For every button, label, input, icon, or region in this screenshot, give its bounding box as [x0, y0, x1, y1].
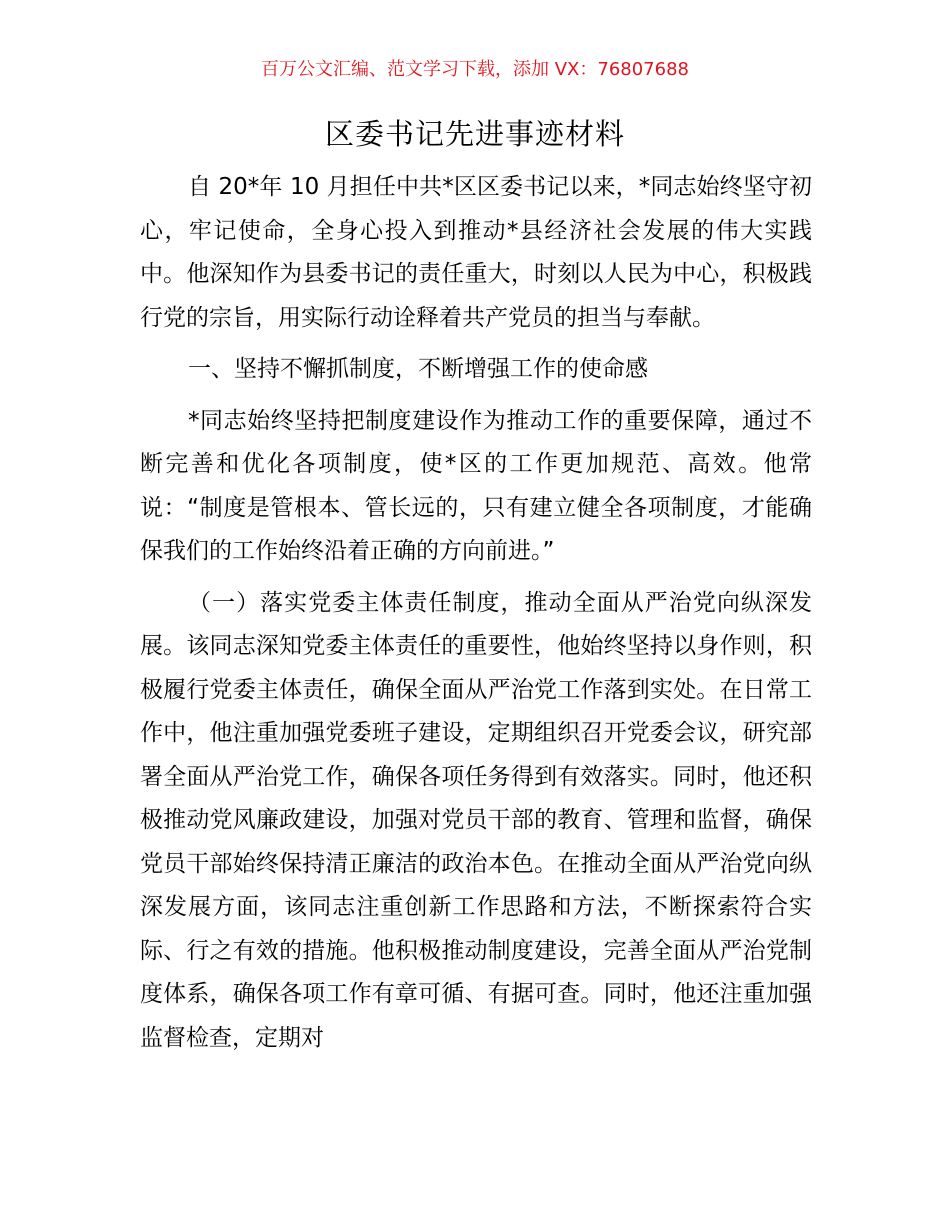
section-1-paragraph: *同志始终坚持把制度建设作为推动工作的重要保障，通过不断完善和优化各项制度，使*区的工作更加规范、高效。他常说：“制度是管根本、管长远的，只有建立健全各项制度，才能确保我们的工作始终沿着正确的方向前进。”: [140, 407, 812, 564]
subsection-1-paragraph: （一）落实党委主体责任制度，推动全面从严治党向纵深发展。该同志深知党委主体责任的重要性，他始终坚持以身作则，积极履行党委主体责任，确保全面从严治党工作落到实处。在日常工作中，他注重加强党委班子建设，定期组织召开党委会议，研究部署全面从严治党工作，确保各项任务得到有效落实。同时，他还积极推动党风廉政建设，加强对党员干部的教育、管理和监督，确保党员干部始终保持清正廉洁的政治本色。在推动全面从严治党向纵深发展方面，该同志注重创新工作思路和方法，不断探索符合实际、行之有效的措施。他积极推动制度建设，完善全面从严治党制度体系，确保各项工作有章可循、有据可查。同时，他还注重加强监督检查，定期对: [140, 589, 812, 1051]
document-title: 区委书记先进事迹材料: [324, 117, 625, 151]
download-watermark-note: 百万公文汇编、范文学习下载，添加 VX：76807688: [261, 59, 689, 80]
section-heading-1: 一、坚持不懈抓制度，不断增强工作的使命感: [188, 356, 648, 382]
document-body: [140, 166, 812, 1060]
intro-paragraph: 自 20*年 10 月担任中共*区区委书记以来，*同志始终坚守初心，牢记使命，全身心投入到推动*县经济社会发展的伟大实践中。他深知作为县委书记的责任重大，时刻以人民为中心，积极践行党的宗旨，用实际行动诠释着共产党员的担当与奉献。: [140, 174, 812, 331]
